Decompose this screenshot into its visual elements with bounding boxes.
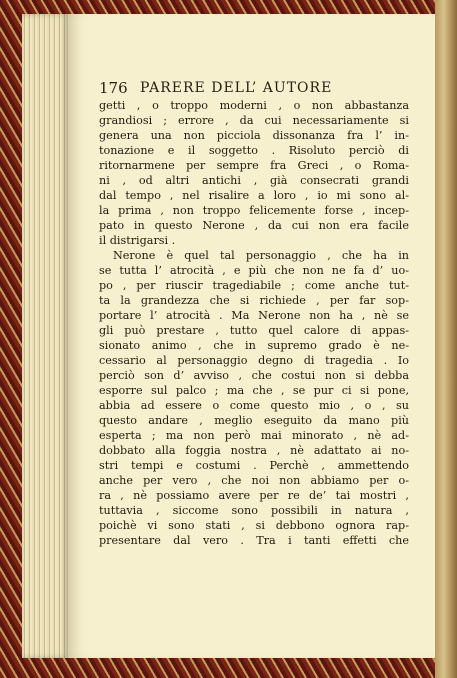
text-line: esperta ; ma non però mai minorato , nè ad- — [99, 429, 409, 442]
text-line: presentare dal vero . Tra i tanti effetti che — [99, 534, 409, 547]
text-line: ra , nè possiamo avere per re de’ tai mostri , — [99, 489, 409, 502]
text-line: ritornarmene per sempre fra Greci , o Roma- — [99, 159, 409, 172]
text-line: stri tempi e costumi . Perchè , ammettendo — [99, 459, 409, 472]
text-line: pato in questo Nerone , da cui non era facile — [99, 219, 409, 232]
text-line: gli può prestare , tutto quel calore di appas- — [99, 324, 409, 337]
text-line: grandiosi ; errore , da cui necessariamente si — [99, 114, 409, 127]
text-line: perciò son d’ avviso , che costui non si debba — [99, 369, 409, 382]
text-line: anche per vero , che noi non abbiamo per o- — [99, 474, 409, 487]
text-line: genera una non picciola dissonanza fra l’ in- — [99, 129, 409, 142]
text-line: dobbato alla foggia nostra , nè adattato ai no- — [99, 444, 409, 457]
running-head: PARERE DELL’ AUTORE — [140, 80, 333, 96]
text-line: abbia ad essere o come questo mio , o , su — [99, 399, 409, 412]
text-line: esporre sul palco ; ma che , se pur ci si pone, — [99, 384, 409, 397]
page-number: 176 — [99, 79, 128, 97]
text-line: Nerone è quel tal personaggio , che ha in — [113, 249, 409, 262]
text-line: portare l’ atrocità . Ma Nerone non ha , nè se — [99, 309, 409, 322]
body-text — [99, 98, 409, 548]
text-line: sionato animo , che in supremo grado è ne- — [99, 339, 409, 352]
text-line: ta la grandezza che si richiede , per far sop- — [99, 294, 409, 307]
text-line: tuttavia , siccome sono possibili in natura , — [99, 504, 409, 517]
text-line: dal tempo , nel risalire a loro , io mi sono al- — [99, 189, 409, 202]
text-line: po , per riuscir tragediabile ; come anche tut- — [99, 279, 409, 292]
text-line: se tutta l’ atrocità , e più che non ne fa d’ uo- — [99, 264, 409, 277]
page-header — [99, 79, 409, 99]
text-line: poichè vi sono stati , si debbono ognora rap- — [99, 519, 409, 532]
page-edges — [22, 14, 68, 658]
text-line: questo andare , meglio eseguito da mano più — [99, 414, 409, 427]
text-line: ni , od altri antichi , già consecrati grandi — [99, 174, 409, 187]
text-line: tonazione e il soggetto . Risoluto perciò di — [99, 144, 409, 157]
text-line: il distrigarsi . — [99, 234, 176, 247]
text-line: getti , o troppo moderni , o non abbastanza — [99, 99, 409, 112]
facing-page-edge — [435, 0, 457, 678]
text-line: la prima , non troppo felicemente forse , incep- — [99, 204, 409, 217]
text-line: cessario al personaggio degno di tragedia . Io — [99, 354, 409, 367]
